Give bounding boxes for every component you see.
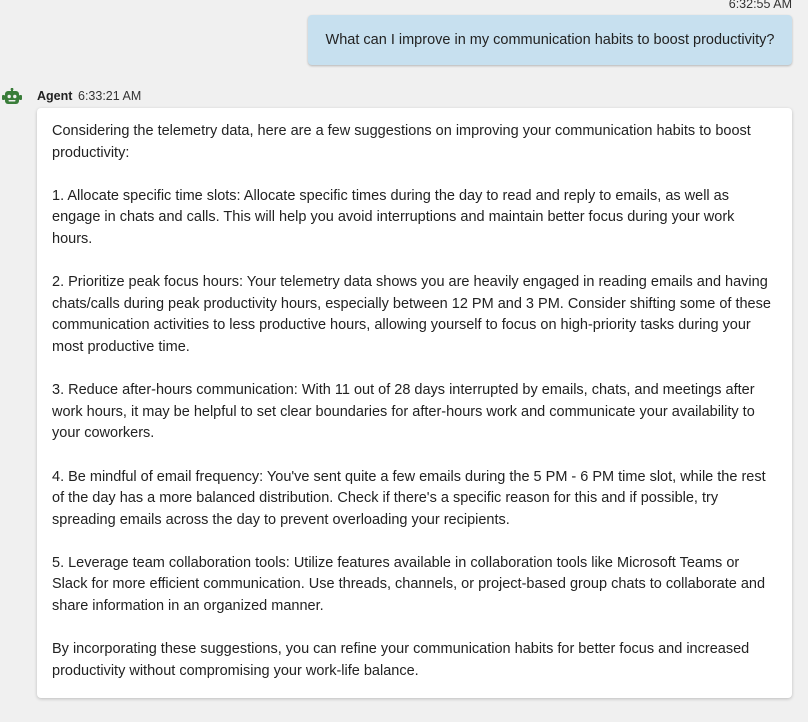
agent-paragraph-2: 2. Prioritize peak focus hours: Your telemetry data shows you are heavily engaged in reading emails and having chats/calls during peak productivity hours, especially between 12 PM and 3 PM. Consider shifting some of these communication activities to less productive hours, allowing yourself to focus on high-priority tasks during your most productive time. <box>52 274 771 355</box>
user-message-bubble <box>308 15 792 65</box>
user-message-text: What can I improve in my communication habits to boost productivity? <box>325 32 775 48</box>
agent-paragraph-1: 1. Allocate specific time slots: Allocate specific times during the day to read and reply to emails, as well as engage in chats and calls. This will help you avoid interruptions and maintain better focus during your work hours. <box>52 187 735 247</box>
agent-paragraph-5: 5. Leverage team collaboration tools: Utilize features available in collaboration tools like Microsoft Teams or Slack for more efficient communication. Use threads, channels, or project-based group chats to collaborate and share information in an organized manner. <box>52 554 766 615</box>
user-message-timestamp: 6:32:55 AM <box>728 0 792 11</box>
agent-paragraph-3: 3. Reduce after-hours communication: With 11 out of 28 days interrupted by emails, chats, and meetings after work hours, it may be helpful to set clear boundaries for after-hours work and communicate your availability to your coworkers. <box>52 382 755 442</box>
agent-name: Agent <box>37 89 73 103</box>
robot-icon <box>2 88 22 106</box>
agent-message-bubble <box>37 108 792 698</box>
agent-paragraph-4: 4. Be mindful of email frequency: You've sent quite a few emails during the 5 PM - 6 PM time slot, while the rest of the day has a more balanced distribution. Check if there's a specific reason for this and if possible, try spreading emails across the day to prevent overloading your recipients. <box>52 468 766 528</box>
agent-message-timestamp: 6:33:21 AM <box>78 89 142 103</box>
agent-paragraph-conclusion: By incorporating these suggestions, you can refine your communication habits for better focus and increased productivity without compromising your work-life balance. <box>52 641 750 679</box>
agent-paragraph-intro: Considering the telemetry data, here are a few suggestions on improving your communication habits to boost productivity: <box>52 123 751 161</box>
